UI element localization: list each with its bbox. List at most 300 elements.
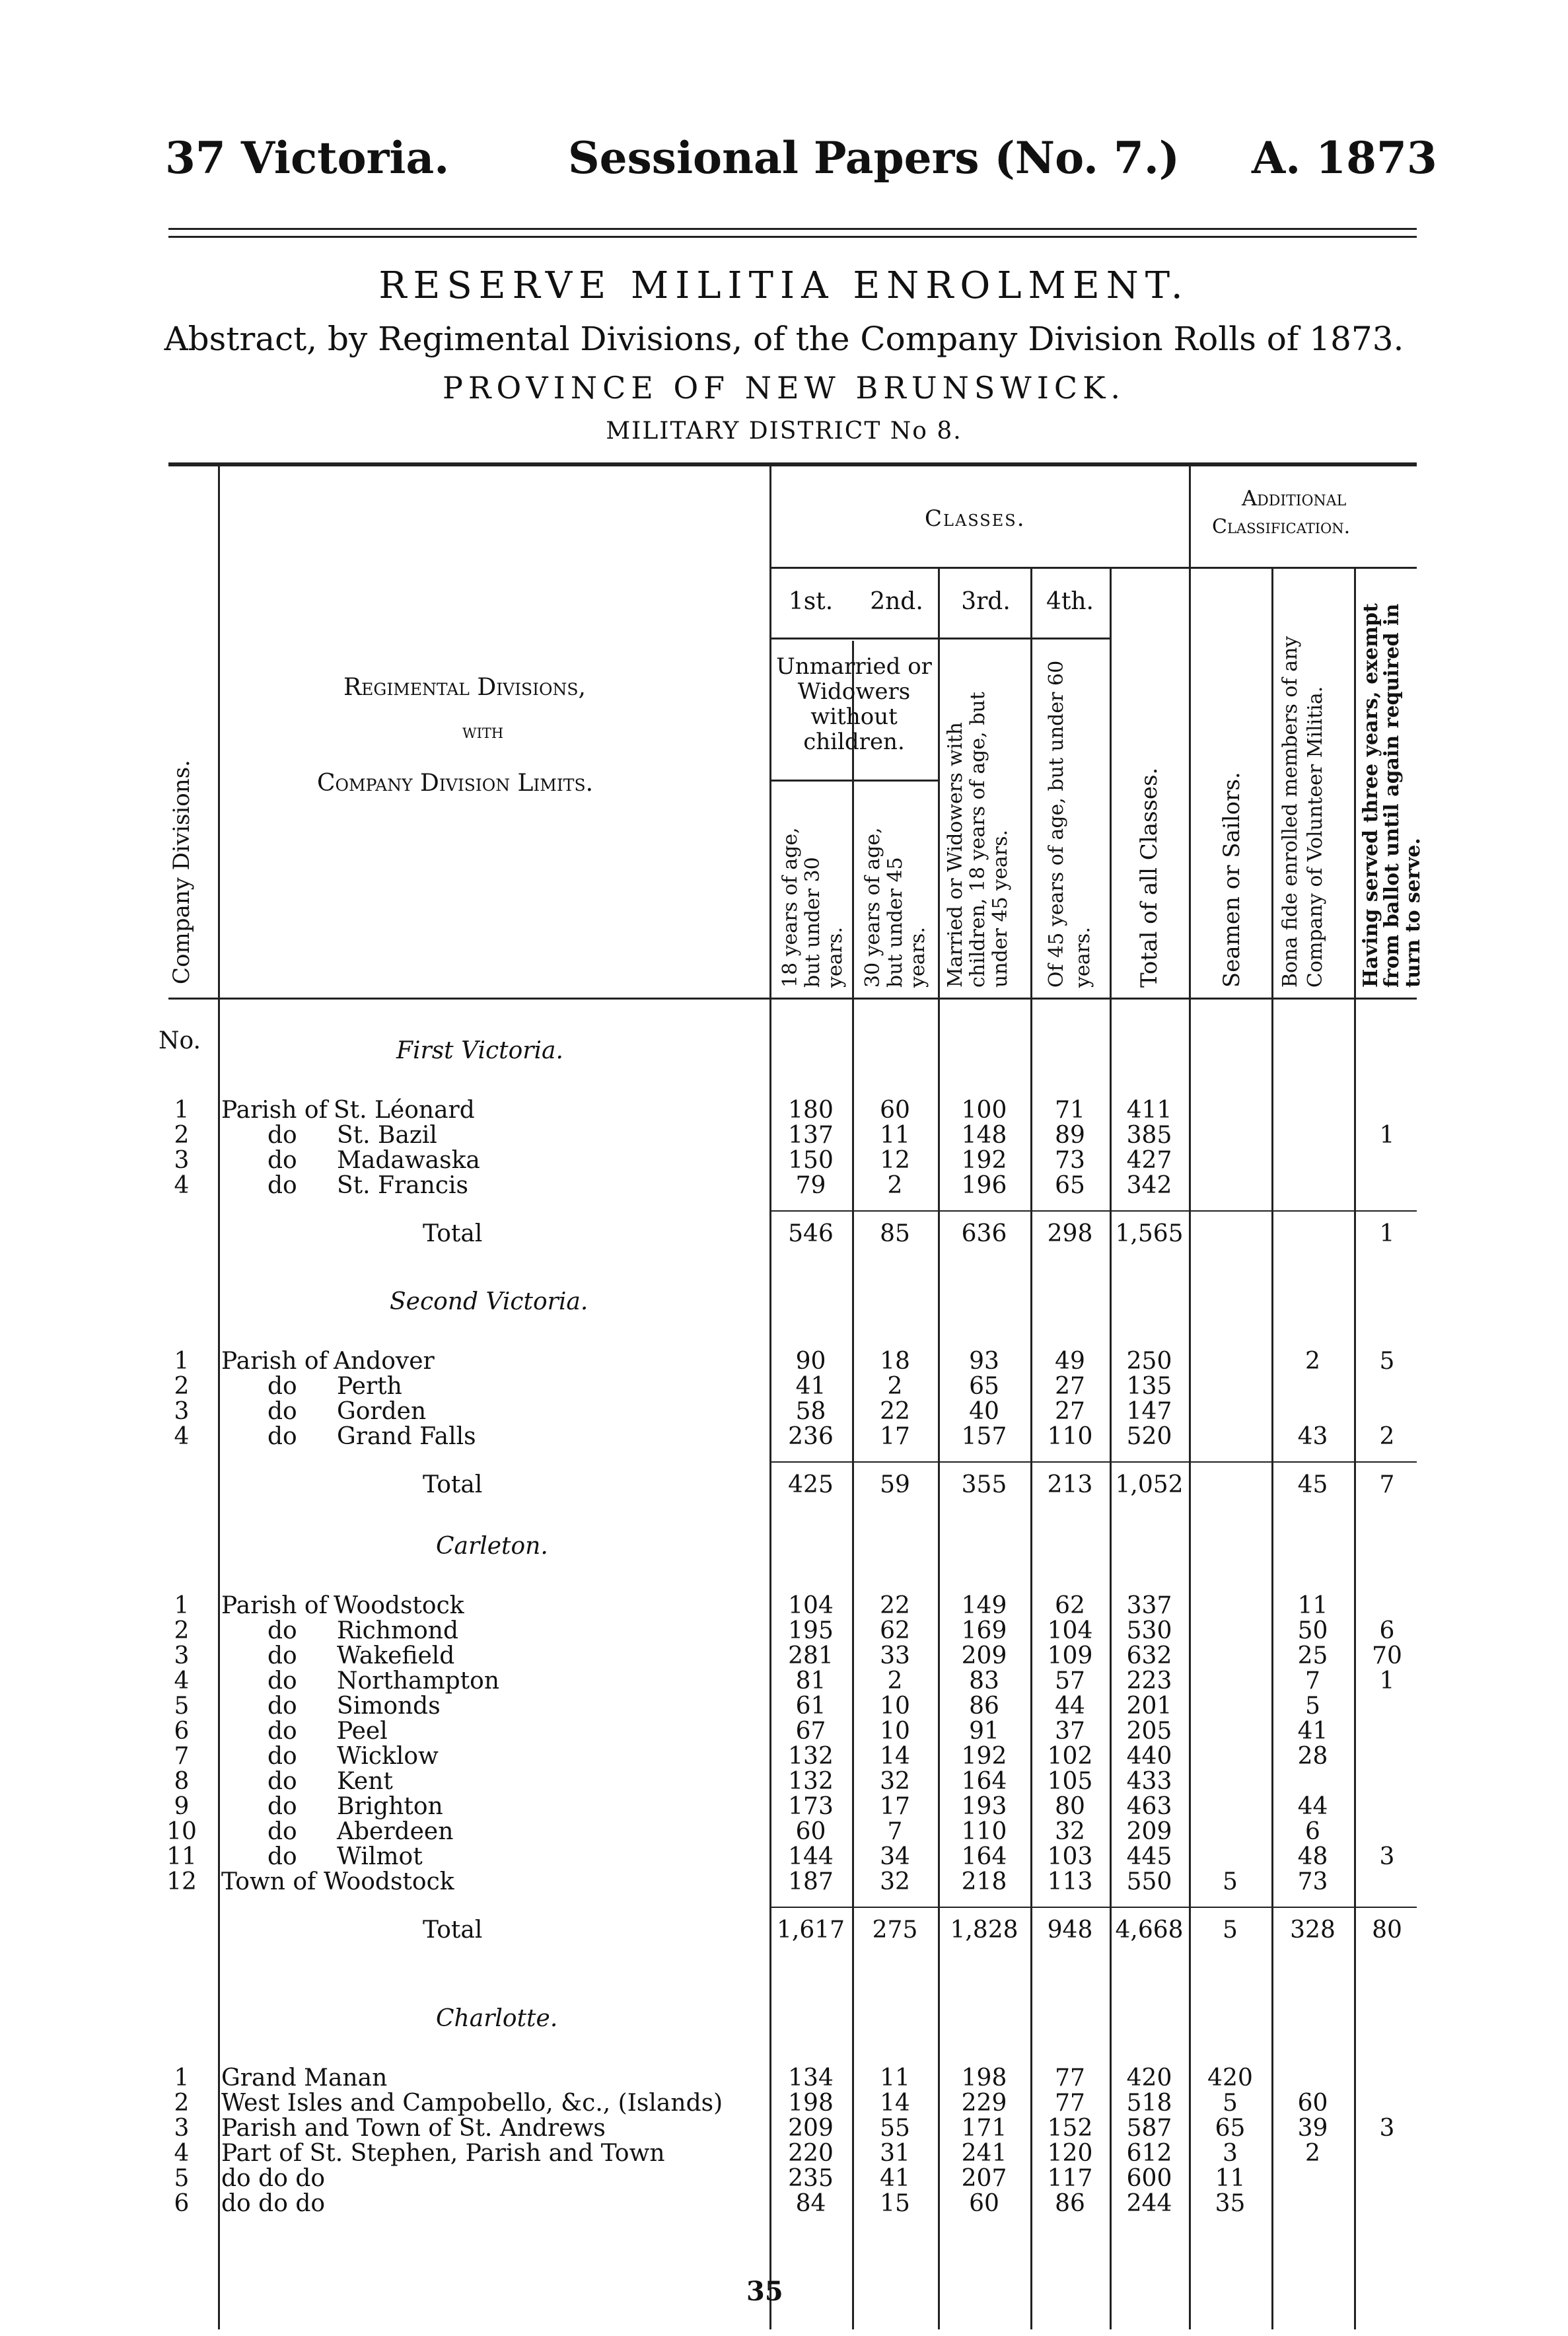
cell-c3: 193: [961, 1793, 1007, 1820]
cell-served: 3: [1379, 1843, 1395, 1870]
row-name: do do do: [221, 2165, 326, 2192]
total-c2: 85: [880, 1220, 910, 1247]
seamen-header: Seamen or Sailors.: [1219, 772, 1245, 988]
cell-bona: 6: [1305, 1818, 1320, 1845]
cell-c3: 93: [969, 1348, 999, 1375]
cell-c4: 103: [1047, 1843, 1093, 1870]
total-classes-header: Total of all Classes.: [1136, 767, 1162, 988]
cell-c3: 207: [961, 2165, 1007, 2192]
row-name: Peel: [337, 1718, 388, 1745]
header-rule-top: [168, 228, 1417, 230]
cell-total: 201: [1126, 1693, 1172, 1720]
cell-bona: 73: [1297, 1868, 1328, 1895]
cell-bona: 5: [1305, 1693, 1320, 1720]
total-c3: 1,828: [950, 1916, 1018, 1944]
cell-c2: 22: [880, 1398, 910, 1425]
row-number: 5: [174, 1693, 190, 1720]
row-name: Brighton: [337, 1793, 443, 1820]
row-prefix: do: [267, 1398, 297, 1425]
cell-c4: 77: [1055, 2090, 1085, 2117]
cell-c3: 110: [961, 1818, 1007, 1845]
married-header: Married or Widowers with children, 18 years of age, but under 45 years.: [944, 692, 1012, 988]
cell-c1: 150: [788, 1147, 834, 1174]
row-prefix: do: [267, 1667, 297, 1695]
cell-c3: 209: [961, 1642, 1007, 1669]
total-c1: 546: [788, 1220, 834, 1247]
cell-c2: 60: [880, 1097, 910, 1124]
cell-seamen: 35: [1215, 2190, 1246, 2217]
cell-c2: 12: [880, 1147, 910, 1174]
header-rule-bottom: [168, 236, 1417, 238]
served-header: Having served three years, exempt from ballot until again required in turn to serve.: [1359, 603, 1425, 988]
cell-total: 612: [1126, 2140, 1172, 2167]
row-number: 10: [166, 1818, 197, 1845]
cell-c1: 187: [788, 1868, 834, 1895]
cell-c3: 65: [969, 1373, 999, 1400]
classes-rule: [769, 567, 1417, 569]
cell-c3: 91: [969, 1718, 999, 1745]
cell-c3: 164: [961, 1843, 1007, 1870]
section-title: Charlotte.: [436, 2005, 558, 2032]
col-line-h: [1271, 568, 1273, 2329]
row-name: Andover: [334, 1348, 435, 1375]
cell-seamen: 65: [1215, 2115, 1246, 2142]
cell-served: 5: [1379, 1348, 1395, 1375]
cell-c1: 236: [788, 1423, 834, 1450]
row-name: St. Bazil: [337, 1122, 437, 1149]
cell-bona: 39: [1297, 2115, 1328, 2142]
cell-total: 433: [1126, 1768, 1172, 1795]
row-name: Parish and Town of St. Andrews: [221, 2115, 606, 2142]
row-name: Perth: [337, 1373, 402, 1400]
row-number: 4: [174, 1667, 190, 1695]
cell-total: 342: [1126, 1172, 1172, 1199]
cell-c1: 220: [788, 2140, 834, 2167]
total-seamen: 5: [1223, 1916, 1238, 1944]
cell-seamen: 3: [1223, 2140, 1238, 2167]
cell-c2: 10: [880, 1693, 910, 1720]
section-title: Second Victoria.: [390, 1288, 588, 1315]
cell-c1: 195: [788, 1617, 834, 1644]
cell-c3: 218: [961, 1868, 1007, 1895]
row-prefix: Parish of: [221, 1348, 328, 1375]
cell-served: 70: [1372, 1642, 1402, 1669]
cell-c3: 60: [969, 2190, 999, 2217]
row-prefix: do: [267, 1718, 297, 1745]
cell-c1: 41: [795, 1373, 826, 1400]
cell-bona: 2: [1305, 1348, 1320, 1375]
cell-bona: 41: [1297, 1718, 1328, 1745]
cell-total: 385: [1126, 1122, 1172, 1149]
cell-total: 244: [1126, 2190, 1172, 2217]
row-number: 4: [174, 2140, 190, 2167]
total-total: 4,668: [1115, 1916, 1184, 1944]
table-top-rule: [168, 462, 1417, 466]
cell-total: 463: [1126, 1793, 1172, 1820]
cell-total: 440: [1126, 1743, 1172, 1770]
additional-header-2: Classification.: [1212, 515, 1351, 538]
district-line: MILITARY DISTRICT No 8.: [606, 418, 962, 445]
cell-c2: 17: [880, 1423, 910, 1450]
company-division-limits-header: Company Division Limits.: [317, 770, 594, 797]
cell-total: 600: [1126, 2165, 1172, 2192]
cell-c3: 83: [969, 1667, 999, 1695]
cell-c2: 62: [880, 1617, 910, 1644]
cell-c4: 77: [1055, 2064, 1085, 2092]
cell-c1: 104: [788, 1592, 834, 1619]
cell-c2: 41: [880, 2165, 910, 2192]
row-prefix: Parish of: [221, 1592, 328, 1619]
cell-total: 411: [1126, 1097, 1172, 1124]
row-name: Wakefield: [337, 1642, 455, 1669]
province-line: PROVINCE OF NEW BRUNSWICK.: [442, 370, 1126, 406]
row-prefix: do: [267, 1642, 297, 1669]
row-number: 6: [174, 2190, 190, 2217]
col-line-a: [218, 466, 220, 2329]
col-line-g: [1189, 466, 1191, 2329]
cell-c3: 192: [961, 1743, 1007, 1770]
row-name: St. Francis: [337, 1172, 469, 1199]
row-number: 3: [174, 2115, 190, 2142]
row-name: Aberdeen: [337, 1818, 454, 1845]
cell-c2: 7: [887, 1818, 903, 1845]
cell-c2: 17: [880, 1793, 910, 1820]
cell-c4: 57: [1055, 1667, 1085, 1695]
cell-c1: 180: [788, 1097, 834, 1124]
cell-c4: 109: [1047, 1642, 1093, 1669]
row-name: West Isles and Campobello, &c., (Islands): [221, 2090, 723, 2117]
abstract-line: Abstract, by Regimental Divisions, of the Company Division Rolls of 1873.: [164, 320, 1404, 358]
cell-c2: 14: [880, 2090, 910, 2117]
row-prefix: do: [267, 1743, 297, 1770]
row-number: 9: [174, 1793, 190, 1820]
total-c1: 425: [788, 1471, 834, 1498]
cell-c1: 61: [795, 1693, 826, 1720]
cell-total: 205: [1126, 1718, 1172, 1745]
page-number: 35: [746, 2276, 783, 2307]
regimental-with: with: [462, 720, 504, 743]
row-number: 12: [166, 1868, 197, 1895]
cell-bona: 48: [1297, 1843, 1328, 1870]
total-bona: 45: [1297, 1471, 1328, 1498]
cell-served: 1: [1379, 1667, 1395, 1695]
cell-c1: 198: [788, 2090, 834, 2117]
additional-header-1: Additional: [1242, 486, 1347, 511]
cell-served: 3: [1379, 2115, 1395, 2142]
cell-c2: 11: [880, 1122, 910, 1149]
row-name: Part of St. Stephen, Parish and Town: [221, 2140, 665, 2167]
row-number: 2: [174, 1617, 190, 1644]
total-total: 1,565: [1115, 1220, 1184, 1247]
cell-c4: 37: [1055, 1718, 1085, 1745]
age-18-30-header: 18 years of age, but under 30 years.: [779, 827, 847, 988]
cell-c3: 192: [961, 1147, 1007, 1174]
cell-c1: 173: [788, 1793, 834, 1820]
cell-c3: 40: [969, 1398, 999, 1425]
age-30-45-header: 30 years of age, but under 45 years.: [861, 827, 929, 988]
header-center: Sessional Papers (No. 7.): [568, 132, 1180, 184]
cell-bona: 44: [1297, 1793, 1328, 1820]
cell-total: 337: [1126, 1592, 1172, 1619]
cell-c1: 281: [788, 1642, 834, 1669]
total-bona: 328: [1290, 1916, 1336, 1944]
cell-c3: 198: [961, 2064, 1007, 2092]
total-served: 80: [1372, 1916, 1402, 1944]
cell-c1: 137: [788, 1122, 834, 1149]
cell-c2: 33: [880, 1642, 910, 1669]
cell-c4: 49: [1055, 1348, 1085, 1375]
cell-c1: 132: [788, 1768, 834, 1795]
row-prefix: Parish of: [221, 1097, 328, 1124]
page-title: RESERVE MILITIA ENROLMENT.: [378, 264, 1190, 307]
total-total: 1,052: [1115, 1471, 1184, 1498]
total-served: 1: [1379, 1220, 1395, 1247]
cell-c4: 32: [1055, 1818, 1085, 1845]
cell-c2: 15: [880, 2190, 910, 2217]
row-number: 1: [174, 1592, 190, 1619]
cell-c2: 11: [880, 2064, 910, 2092]
row-name: Richmond: [337, 1617, 459, 1644]
cell-c3: 241: [961, 2140, 1007, 2167]
cell-bona: 50: [1297, 1617, 1328, 1644]
row-number: 5: [174, 2165, 190, 2192]
cell-seamen: 11: [1215, 2165, 1246, 2192]
cell-c4: 113: [1047, 1868, 1093, 1895]
total-rule: [769, 1907, 1417, 1908]
cell-c4: 86: [1055, 2190, 1085, 2217]
total-c4: 213: [1047, 1471, 1093, 1498]
row-name: Grand Falls: [337, 1423, 476, 1450]
total-c3: 636: [961, 1220, 1007, 1247]
section-title: Carleton.: [436, 1533, 548, 1560]
cell-bona: 25: [1297, 1642, 1328, 1669]
cell-c1: 90: [795, 1348, 826, 1375]
cell-c4: 65: [1055, 1172, 1085, 1199]
cell-c3: 229: [961, 2090, 1007, 2117]
cell-served: 6: [1379, 1617, 1395, 1644]
bona-fide-header: Bona fide enrolled members of any Company of Volunteer Militia.: [1279, 636, 1327, 988]
cell-total: 550: [1126, 1868, 1172, 1895]
row-number: 3: [174, 1398, 190, 1425]
row-name: do do do: [221, 2190, 326, 2217]
row-number: 3: [174, 1642, 190, 1669]
class-4th-header: 4th.: [1046, 588, 1094, 615]
cell-c1: 209: [788, 2115, 834, 2142]
col-line-c: [852, 641, 854, 2329]
cell-c2: 18: [880, 1348, 910, 1375]
total-c3: 355: [961, 1471, 1007, 1498]
total-c2: 59: [880, 1471, 910, 1498]
cell-total: 209: [1126, 1818, 1172, 1845]
cell-c2: 55: [880, 2115, 910, 2142]
cell-c3: 86: [969, 1693, 999, 1720]
company-divisions-header: Company Divisions.: [168, 760, 195, 984]
cell-total: 518: [1126, 2090, 1172, 2117]
row-number: 4: [174, 1423, 190, 1450]
cell-c3: 196: [961, 1172, 1007, 1199]
cell-served: 1: [1379, 1122, 1395, 1149]
row-number: 3: [174, 1147, 190, 1174]
no-header: No.: [159, 1027, 201, 1054]
cell-bona: 11: [1297, 1592, 1328, 1619]
class-3rd-header: 3rd.: [961, 588, 1011, 615]
total-c4: 298: [1047, 1220, 1093, 1247]
row-number: 2: [174, 1122, 190, 1149]
cell-total: 530: [1126, 1617, 1172, 1644]
row-prefix: do: [267, 1373, 297, 1400]
cell-c4: 152: [1047, 2115, 1093, 2142]
cell-seamen: 420: [1207, 2064, 1253, 2092]
row-prefix: do: [267, 1423, 297, 1450]
cell-total: 427: [1126, 1147, 1172, 1174]
row-prefix: do: [267, 1147, 297, 1174]
row-name: Simonds: [337, 1693, 441, 1720]
cell-total: 445: [1126, 1843, 1172, 1870]
cell-c3: 169: [961, 1617, 1007, 1644]
cell-c4: 120: [1047, 2140, 1093, 2167]
header-right: A. 1873: [1252, 132, 1437, 184]
total-label: Total: [423, 1916, 483, 1944]
class-number-rule: [769, 638, 1110, 639]
total-served: 7: [1379, 1471, 1395, 1498]
row-number: 1: [174, 1348, 190, 1375]
classes-header: Classes.: [925, 505, 1026, 532]
class-2nd-header: 2nd.: [870, 588, 923, 615]
row-name: Woodstock: [324, 1868, 454, 1895]
cell-c1: 58: [795, 1398, 826, 1425]
row-name: Wilmot: [337, 1843, 423, 1870]
cell-c4: 27: [1055, 1398, 1085, 1425]
cell-c2: 2: [887, 1373, 903, 1400]
row-prefix: do: [267, 1693, 297, 1720]
cell-c4: 105: [1047, 1768, 1093, 1795]
total-c4: 948: [1047, 1916, 1093, 1944]
cell-c1: 84: [795, 2190, 826, 2217]
row-name: Woodstock: [334, 1592, 464, 1619]
cell-c4: 80: [1055, 1793, 1085, 1820]
cell-total: 223: [1126, 1667, 1172, 1695]
section-title: First Victoria.: [396, 1037, 563, 1064]
cell-c1: 235: [788, 2165, 834, 2192]
total-c1: 1,617: [776, 1916, 845, 1944]
cell-c3: 149: [961, 1592, 1007, 1619]
header-bottom-rule: [168, 998, 1417, 1000]
row-number: 11: [166, 1843, 197, 1870]
cell-bona: 60: [1297, 2090, 1328, 2117]
row-number: 7: [174, 1743, 190, 1770]
cell-c3: 100: [961, 1097, 1007, 1124]
cell-c4: 89: [1055, 1122, 1085, 1149]
total-rule: [769, 1461, 1417, 1463]
header-left: 37 Victoria.: [165, 132, 450, 184]
cell-total: 632: [1126, 1642, 1172, 1669]
cell-c4: 71: [1055, 1097, 1085, 1124]
row-number: 1: [174, 1097, 190, 1124]
row-prefix: do: [267, 1768, 297, 1795]
cell-total: 135: [1126, 1373, 1172, 1400]
row-prefix: Town of: [221, 1868, 316, 1895]
cell-c1: 132: [788, 1743, 834, 1770]
cell-c4: 117: [1047, 2165, 1093, 2192]
row-number: 2: [174, 1373, 190, 1400]
cell-c2: 2: [887, 1172, 903, 1199]
cell-c2: 31: [880, 2140, 910, 2167]
cell-c2: 2: [887, 1667, 903, 1695]
row-name: Wicklow: [337, 1743, 439, 1770]
cell-c3: 157: [961, 1423, 1007, 1450]
cell-c4: 44: [1055, 1693, 1085, 1720]
row-number: 2: [174, 2090, 190, 2117]
cell-c3: 171: [961, 2115, 1007, 2142]
total-c2: 275: [872, 1916, 918, 1944]
cell-c1: 79: [795, 1172, 826, 1199]
row-prefix: do: [267, 1617, 297, 1644]
row-number: 1: [174, 2064, 190, 2092]
cell-c1: 60: [795, 1818, 826, 1845]
cell-total: 147: [1126, 1398, 1172, 1425]
cell-total: 520: [1126, 1423, 1172, 1450]
cell-c2: 34: [880, 1843, 910, 1870]
col-line-d: [938, 568, 940, 2329]
cell-c3: 164: [961, 1768, 1007, 1795]
cell-c4: 110: [1047, 1423, 1093, 1450]
cell-c2: 22: [880, 1592, 910, 1619]
row-prefix: do: [267, 1818, 297, 1845]
cell-c2: 14: [880, 1743, 910, 1770]
col-line-f: [1110, 568, 1112, 2329]
cell-seamen: 5: [1223, 1868, 1238, 1895]
row-prefix: do: [267, 1793, 297, 1820]
row-name: St. Léonard: [334, 1097, 475, 1124]
cell-c2: 32: [880, 1868, 910, 1895]
cell-c1: 134: [788, 2064, 834, 2092]
cell-bona: 7: [1305, 1667, 1320, 1695]
total-rule: [769, 1210, 1417, 1212]
row-name: Gorden: [337, 1398, 427, 1425]
cell-bona: 28: [1297, 1743, 1328, 1770]
cell-c1: 81: [795, 1667, 826, 1695]
cell-c4: 102: [1047, 1743, 1093, 1770]
total-label: Total: [423, 1220, 483, 1247]
row-number: 6: [174, 1718, 190, 1745]
cell-c1: 67: [795, 1718, 826, 1745]
row-prefix: do: [267, 1122, 297, 1149]
row-name: Kent: [337, 1768, 393, 1795]
cell-served: 2: [1379, 1423, 1395, 1450]
col-line-i: [1354, 568, 1356, 2329]
cell-bona: 43: [1297, 1423, 1328, 1450]
cell-c4: 62: [1055, 1592, 1085, 1619]
unmarried-header: Unmarried or Widowers without children.: [776, 653, 932, 755]
row-name: Grand Manan: [221, 2064, 388, 2092]
regimental-divisions-header: Regimental Divisions,: [343, 674, 586, 701]
cell-c2: 32: [880, 1768, 910, 1795]
cell-total: 420: [1126, 2064, 1172, 2092]
cell-c2: 10: [880, 1718, 910, 1745]
cell-c4: 104: [1047, 1617, 1093, 1644]
row-number: 8: [174, 1768, 190, 1795]
col-line-e: [1030, 568, 1032, 2329]
cell-total: 587: [1126, 2115, 1172, 2142]
cell-c4: 73: [1055, 1147, 1085, 1174]
row-name: Madawaska: [337, 1147, 480, 1174]
cell-bona: 2: [1305, 2140, 1320, 2167]
cell-c3: 148: [961, 1122, 1007, 1149]
cell-seamen: 5: [1223, 2090, 1238, 2117]
cell-c4: 27: [1055, 1373, 1085, 1400]
row-prefix: do: [267, 1843, 297, 1870]
cell-total: 250: [1126, 1348, 1172, 1375]
